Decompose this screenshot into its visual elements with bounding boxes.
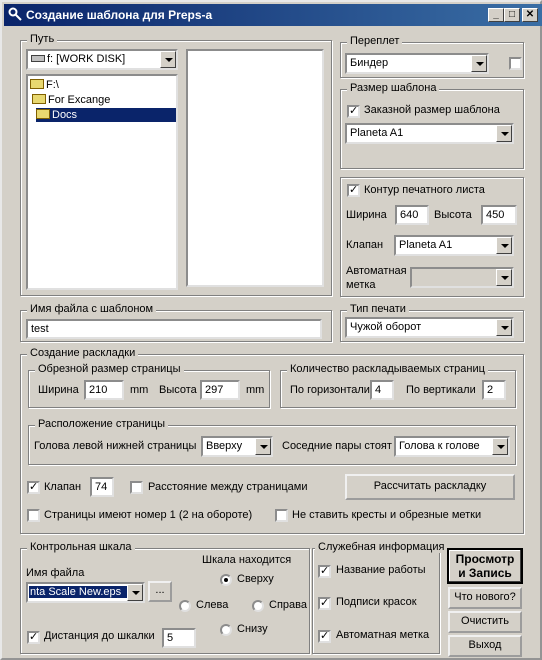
no-marks-checkbox[interactable] <box>275 509 288 522</box>
chevron-down-icon[interactable] <box>492 438 508 455</box>
file-list[interactable] <box>186 49 324 287</box>
print-type-value: Чужой оборот <box>350 321 422 333</box>
browse-label: ... <box>155 584 165 596</box>
clear-label: Очистить <box>461 615 509 627</box>
valve-value: Planeta A1 <box>399 239 453 251</box>
binding-extra-checkbox[interactable] <box>509 57 522 70</box>
contour-width-input[interactable] <box>395 205 429 225</box>
folder-open-icon <box>32 94 46 104</box>
count-label: Количество раскладываемых страниц <box>287 363 488 375</box>
auto-mark-label-1: Автоматная <box>346 265 407 277</box>
scale-top-label: Сверху <box>237 573 274 585</box>
tree-item-label: Docs <box>52 109 78 121</box>
calculate-layout-button[interactable] <box>345 474 515 500</box>
auto-mark-select[interactable] <box>410 267 514 288</box>
tree-item-for-excange[interactable] <box>32 93 110 107</box>
head-select[interactable] <box>201 436 273 457</box>
auto-mark-label: Автоматная метка <box>336 629 430 641</box>
count-h-label: По горизонтали <box>290 384 370 396</box>
custom-size-label: Заказной размер шаблона <box>364 104 500 116</box>
pairs-select[interactable] <box>394 436 510 457</box>
chevron-down-icon[interactable] <box>160 51 176 68</box>
scale-right-label: Справа <box>269 599 307 611</box>
app-icon <box>8 7 22 21</box>
trim-width-label: Ширина <box>38 384 79 396</box>
valve-select[interactable] <box>394 235 514 256</box>
whats-new-label: Что нового? <box>454 591 516 603</box>
template-size-select[interactable] <box>345 123 514 144</box>
page-gap-label: Расстояние между страницами <box>148 481 308 493</box>
scale-file-select[interactable] <box>26 582 145 603</box>
trim-height-unit: mm <box>246 384 265 396</box>
scale-location-label: Шкала находится <box>202 554 292 566</box>
custom-size-checkbox[interactable] <box>347 105 360 118</box>
count-v-label: По вертикали <box>406 384 476 396</box>
folder-open-icon <box>30 79 44 89</box>
contour-width-label: Ширина <box>346 209 387 221</box>
clear-button[interactable] <box>448 611 522 633</box>
maximize-button[interactable]: □ <box>504 8 520 22</box>
control-scale-label: Контрольная шкала <box>27 541 135 553</box>
head-value: Вверху <box>206 440 243 452</box>
window-title: Создание шаблона для Preps-a <box>26 8 213 22</box>
layout-valve-input[interactable] <box>90 477 114 497</box>
tree-item-docs[interactable] <box>36 108 176 122</box>
count-h-value: 4 <box>375 384 382 396</box>
template-size-label: Размер шаблона <box>347 82 439 94</box>
exit-label: Выход <box>468 639 502 651</box>
layout-valve-label: Клапан <box>44 481 82 493</box>
filename-input[interactable] <box>26 319 322 339</box>
scale-file-value: nta Scale New.eps <box>29 586 127 598</box>
filename-value: test <box>31 323 49 335</box>
count-v-value: 2 <box>487 384 494 396</box>
folder-tree[interactable] <box>26 74 178 290</box>
minimize-button[interactable]: _ <box>488 8 504 22</box>
binding-select[interactable] <box>345 53 489 74</box>
contour-width-value: 640 <box>400 209 419 221</box>
calculate-layout-label: Рассчитать раскладку <box>373 480 487 492</box>
print-contour-checkbox[interactable] <box>347 184 360 197</box>
drive-label: f: [WORK DISK] <box>47 53 126 65</box>
print-contour-label: Контур печатного листа <box>364 184 485 196</box>
page-gap-checkbox[interactable] <box>130 481 143 494</box>
pairs-label: Соседние пары стоят <box>282 440 392 452</box>
trim-width-unit: mm <box>130 384 149 396</box>
chevron-down-icon[interactable] <box>471 55 487 72</box>
valve-label: Клапан <box>346 239 384 251</box>
scale-file-label: Имя файла <box>26 567 85 579</box>
title-bar[interactable] <box>4 4 542 26</box>
auto-mark-checkbox[interactable] <box>318 630 331 643</box>
contour-height-input[interactable] <box>481 205 517 225</box>
layout-valve-checkbox[interactable] <box>27 481 40 494</box>
folder-open-icon <box>36 109 50 119</box>
chevron-down-icon[interactable] <box>496 319 512 336</box>
tree-item-label: F:\ <box>46 79 59 91</box>
auto-mark-label-2: метка <box>346 279 376 291</box>
whats-new-button[interactable] <box>448 587 522 609</box>
scale-distance-checkbox[interactable] <box>27 631 40 644</box>
binding-value: Биндер <box>350 57 389 69</box>
service-info-label: Служебная информация <box>315 541 447 553</box>
scale-top-radio[interactable] <box>220 574 232 586</box>
print-type-select[interactable] <box>345 317 514 338</box>
preview-save-button[interactable] <box>447 548 523 584</box>
trim-height-input[interactable] <box>200 380 240 400</box>
print-type-label: Тип печати <box>347 303 409 315</box>
chevron-down-icon[interactable] <box>496 125 512 142</box>
scale-right-radio[interactable] <box>252 600 264 612</box>
color-captions-checkbox[interactable] <box>318 597 331 610</box>
binding-label: Переплет <box>347 35 402 47</box>
chevron-down-icon[interactable] <box>255 438 271 455</box>
scale-left-label: Слева <box>196 599 229 611</box>
trim-width-value: 210 <box>89 384 108 396</box>
drive-value <box>31 53 158 65</box>
tree-item-label: For Excange <box>48 94 111 106</box>
drive-icon <box>31 55 45 62</box>
drive-select[interactable] <box>26 49 178 70</box>
count-h-input[interactable] <box>370 380 394 400</box>
trim-height-value: 297 <box>205 384 224 396</box>
path-group-label: Путь <box>27 33 57 45</box>
head-label: Голова левой нижней страницы <box>34 440 197 452</box>
chevron-down-icon[interactable] <box>496 237 512 254</box>
template-size-value: Planeta A1 <box>350 127 404 139</box>
preview-label-2: и Запись <box>458 566 512 580</box>
chevron-down-icon[interactable] <box>496 269 512 286</box>
no-marks-label: Не ставить кресты и обрезные метки <box>292 509 482 521</box>
scale-distance-value: 5 <box>167 632 174 644</box>
chevron-down-icon[interactable] <box>127 584 143 601</box>
count-v-input[interactable] <box>482 380 506 400</box>
page-number-label: Страницы имеют номер 1 (2 на обороте) <box>44 509 253 521</box>
color-captions-label: Подписи красок <box>336 596 417 608</box>
exit-button[interactable] <box>448 635 522 657</box>
close-button[interactable]: ✕ <box>522 8 538 22</box>
browse-button[interactable] <box>148 581 172 602</box>
contour-height-value: 450 <box>486 209 505 221</box>
filename-label: Имя файла с шаблоном <box>27 303 156 315</box>
preview-label-1: Просмотр <box>455 552 515 566</box>
trim-width-input[interactable] <box>84 380 124 400</box>
placement-label: Расположение страницы <box>35 418 168 430</box>
scale-bottom-label: Снизу <box>237 623 268 635</box>
scale-distance-label: Дистанция до шкалки <box>44 630 155 642</box>
pairs-value: Голова к голове <box>399 440 480 452</box>
scale-distance-input[interactable] <box>162 628 196 648</box>
job-name-label: Название работы <box>336 564 426 576</box>
tree-item-root[interactable] <box>30 78 59 92</box>
trim-label: Обрезной размер страницы <box>35 363 184 375</box>
layout-label: Создание раскладки <box>27 347 138 359</box>
scale-left-radio[interactable] <box>179 600 191 612</box>
scale-bottom-radio[interactable] <box>220 624 232 636</box>
page-number-checkbox[interactable] <box>27 509 40 522</box>
job-name-checkbox[interactable] <box>318 565 331 578</box>
trim-height-label: Высота <box>159 384 197 396</box>
layout-valve-value: 74 <box>95 481 108 493</box>
contour-height-label: Высота <box>434 209 472 221</box>
